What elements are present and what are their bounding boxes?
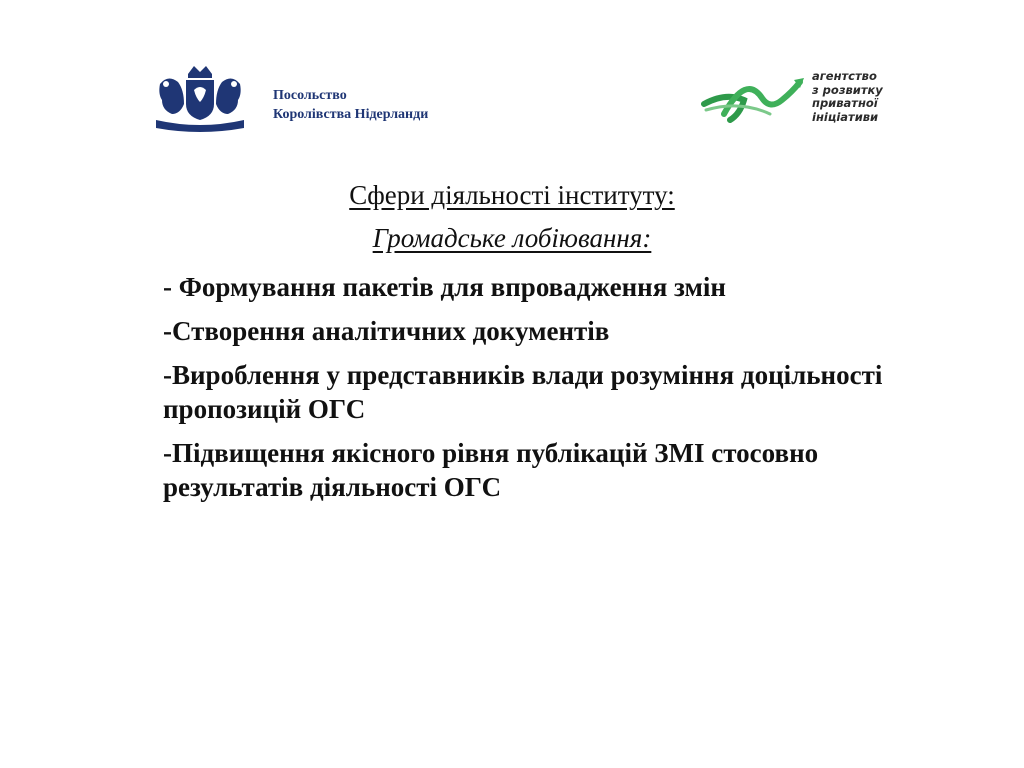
- list-item: [163, 314, 883, 348]
- embassy-name: [273, 86, 428, 124]
- slide-subtitle: [0, 223, 1024, 254]
- list-item-text: -Створення аналітичних документів: [163, 316, 610, 346]
- agency-logo-icon: [700, 70, 808, 126]
- agency-line-2: з розвитку: [812, 82, 883, 97]
- embassy-line-2: Королівства Нідерланди: [273, 107, 429, 122]
- agency-name: [812, 70, 883, 124]
- slide-subtitle-text: Громадське лобіювання:: [372, 223, 652, 253]
- header: [0, 0, 1024, 150]
- list-item: [163, 436, 883, 504]
- list-item-text: - Формування пакетів для впровадження змін: [163, 272, 726, 302]
- list-item-text: -Підвищення якісного рівня публікацій ЗМІ стосовно результатів діяльності ОГС: [163, 438, 819, 502]
- slide-title: [0, 180, 1024, 211]
- slide-title-text: Сфери діяльності інституту:: [349, 180, 675, 210]
- agency-line-3: приватної: [812, 96, 878, 110]
- agency-line-4: ініціативи: [812, 109, 879, 124]
- activity-list: [163, 270, 883, 514]
- list-item-text: -Вироблення у представників влади розуміння доцільності пропозицій ОГС: [163, 360, 883, 424]
- netherlands-coat-of-arms-icon: [150, 64, 250, 132]
- agency-line-1: агентство: [812, 69, 877, 83]
- list-item: [163, 270, 883, 304]
- list-item: [163, 358, 883, 426]
- embassy-line-1: Посольство: [273, 88, 347, 103]
